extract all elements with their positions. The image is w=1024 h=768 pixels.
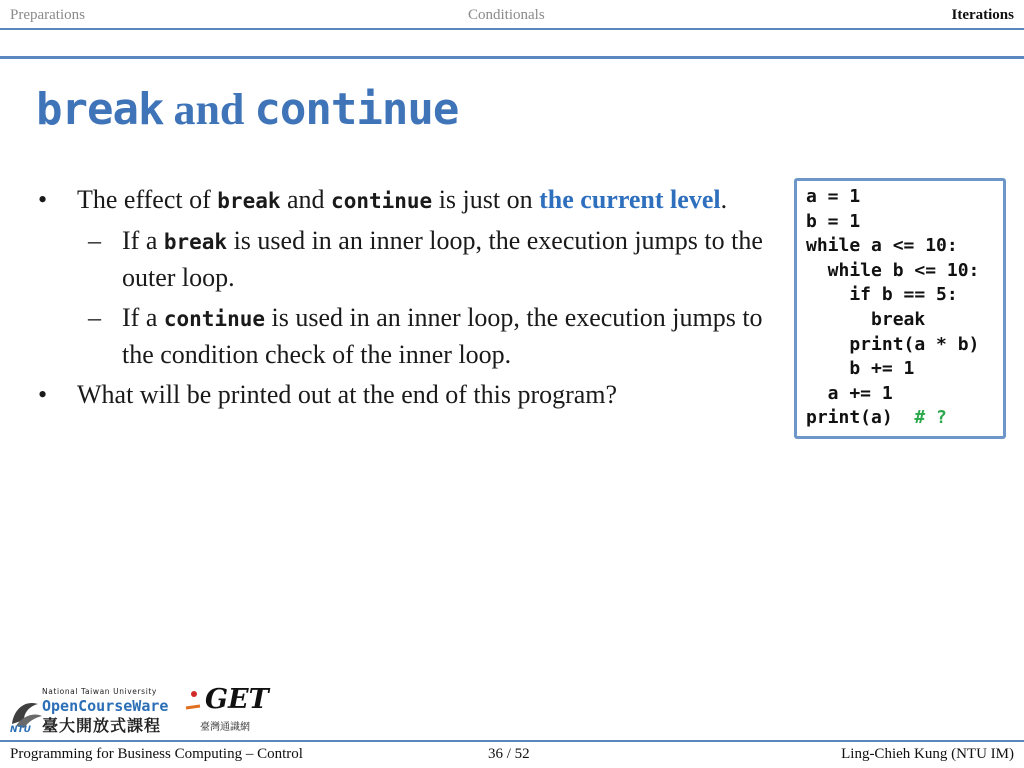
nav-preparations[interactable]: Preparations — [10, 7, 85, 23]
subbullet-text: is used in an inner loop, the execution jumps to the condition check of the inner loop. — [122, 303, 763, 369]
footer-author: Ling-Chieh Kung (NTU IM) — [841, 746, 1014, 762]
bullet-text: and — [280, 185, 332, 214]
subbullet-marker: – — [88, 226, 101, 255]
slide-title — [36, 84, 458, 135]
code-line: break — [806, 308, 926, 330]
code-line: a += 1 — [806, 382, 893, 404]
code-line: print(a * b) — [806, 333, 980, 355]
bullet-marker: • — [38, 185, 48, 214]
title-and: and — [173, 85, 245, 134]
nav-conditionals[interactable]: Conditionals — [468, 7, 545, 23]
footer-divider — [0, 740, 1024, 742]
code-comment: # ? — [914, 407, 947, 429]
code-line: b += 1 — [806, 358, 915, 380]
ocw-chinese-label: 臺大開放式課程 — [42, 716, 162, 735]
footer-page-number: 36 / 52 — [488, 746, 530, 762]
subbullet-text: If a — [122, 226, 164, 255]
code-line: while b <= 10: — [806, 259, 980, 281]
code-break: break — [163, 230, 228, 254]
ntu-university-label: National Taiwan University — [42, 687, 157, 696]
code-line-last — [806, 406, 1003, 431]
subbullet-marker: – — [88, 303, 101, 332]
bullet-text: is just on — [432, 185, 540, 214]
code-continue: continue — [331, 189, 433, 213]
bullet-text: The effect of — [77, 185, 218, 214]
bullet-marker: • — [38, 380, 48, 409]
code-line: a = 1 — [806, 186, 861, 207]
subbullet-text: If a — [122, 303, 164, 332]
bullet-effect — [36, 182, 776, 219]
get-swoosh — [186, 706, 200, 708]
ntu-mark-text: NTU — [10, 725, 31, 734]
header-divider — [0, 56, 1024, 59]
title-break: break — [36, 84, 164, 135]
ocw-label: OpenCourseWare — [42, 697, 169, 715]
code-line: while a <= 10: — [806, 235, 958, 257]
code-line: print(a) — [806, 407, 915, 429]
code-break: break — [217, 189, 281, 213]
title-continue: continue — [254, 84, 459, 135]
nav-iterations[interactable]: Iterations — [951, 7, 1014, 23]
bullet-question — [36, 377, 776, 413]
subbullet-continue — [36, 300, 776, 373]
code-continue: continue — [163, 307, 266, 331]
get-label: GET — [205, 684, 269, 715]
code-line: b = 1 — [806, 210, 861, 232]
subbullet-break — [36, 223, 776, 296]
slide-body — [36, 182, 776, 413]
bullet-text: . — [720, 185, 728, 214]
highlight-current-level: the current level — [539, 185, 721, 214]
top-divider — [0, 28, 1024, 30]
get-chinese-label: 臺灣通識網 — [200, 722, 250, 733]
code-line: if b == 5: — [806, 284, 958, 306]
bullet-text: What will be printed out at the end of this program? — [77, 380, 618, 409]
top-navigation — [0, 0, 1024, 30]
subbullet-text: is used in an inner loop, the execution jumps to the outer loop. — [122, 226, 763, 292]
footer-course-title: Programming for Business Computing – Control — [10, 746, 303, 762]
code-example-box — [794, 178, 1006, 439]
get-dot — [191, 691, 197, 697]
